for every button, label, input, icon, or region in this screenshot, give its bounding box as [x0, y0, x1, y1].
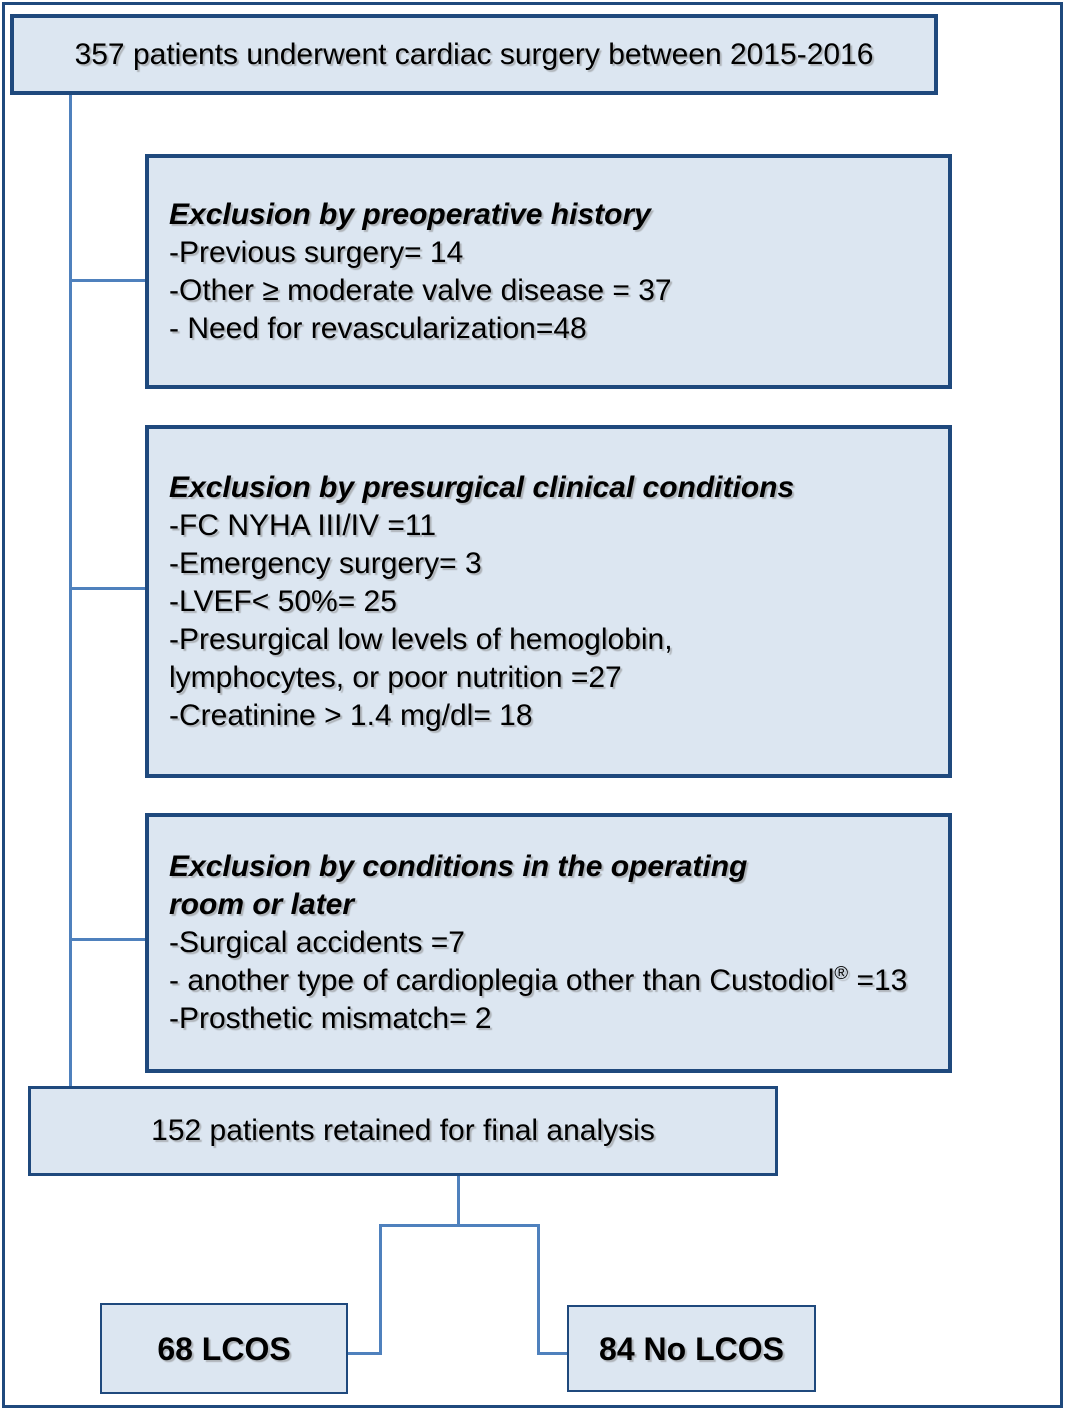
start-box-text: 357 patients underwent cardiac surgery between 2015-2016 — [74, 37, 874, 71]
custodiol-text-post: =13 — [848, 964, 908, 997]
custodiol-text-pre: - another type of cardioplegia other than Custodiol — [169, 964, 835, 997]
no-lcos-outcome-box — [567, 1305, 816, 1392]
retained-box — [28, 1086, 778, 1176]
exclusion-box-1-title: Exclusion by preoperative history — [169, 197, 651, 231]
right-leg-line — [537, 1224, 540, 1355]
stub-connector-line-1 — [69, 279, 145, 282]
exclusion-box-3-title-line1: Exclusion by conditions in the operating — [169, 850, 748, 883]
exclusion-box-presurgical-conditions — [145, 425, 952, 778]
exclusion-item: -Prosthetic mismatch= 2 — [169, 1002, 492, 1035]
no-lcos-box-text: 84 No LCOS — [599, 1330, 784, 1367]
exclusion-box-operating-room — [145, 813, 952, 1073]
exclusion-box-3-title-line2: room or later — [169, 888, 355, 921]
exclusion-item: -Presurgical low levels of hemoglobin, — [169, 622, 673, 656]
start-box — [10, 14, 938, 95]
exclusion-box-preoperative-history — [145, 154, 952, 389]
exclusion-item-custodiol — [169, 962, 938, 1000]
exclusion-item: lymphocytes, or poor nutrition =27 — [169, 660, 622, 694]
exclusion-item: -Other ≥ moderate valve disease = 37 — [169, 273, 672, 307]
exclusion-item: -Previous surgery= 14 — [169, 235, 464, 269]
lcos-outcome-box — [100, 1303, 348, 1394]
right-stub-line — [537, 1352, 570, 1355]
exclusion-item: -Surgical accidents =7 — [169, 926, 465, 959]
retained-box-text: 152 patients retained for final analysis — [151, 1114, 655, 1147]
exclusion-item: -FC NYHA III/IV =11 — [169, 508, 437, 542]
lcos-box-text: 68 LCOS — [157, 1330, 291, 1367]
registered-trademark-symbol: ® — [834, 962, 849, 983]
stub-connector-line-2 — [69, 587, 145, 590]
exclusion-item: -Emergency surgery= 3 — [169, 546, 482, 580]
stub-connector-line-3 — [69, 938, 145, 941]
exclusion-item: -LVEF< 50%= 25 — [169, 584, 397, 618]
exclusion-box-2-title: Exclusion by presurgical clinical conditions — [169, 470, 795, 504]
exclusion-item: - Need for revascularization=48 — [169, 311, 587, 345]
split-bar-line — [379, 1224, 540, 1227]
exclusion-item: -Creatinine > 1.4 mg/dl= 18 — [169, 698, 533, 732]
left-leg-line — [379, 1224, 382, 1355]
left-stub-line — [348, 1352, 382, 1355]
drop-connector-line — [457, 1176, 460, 1226]
